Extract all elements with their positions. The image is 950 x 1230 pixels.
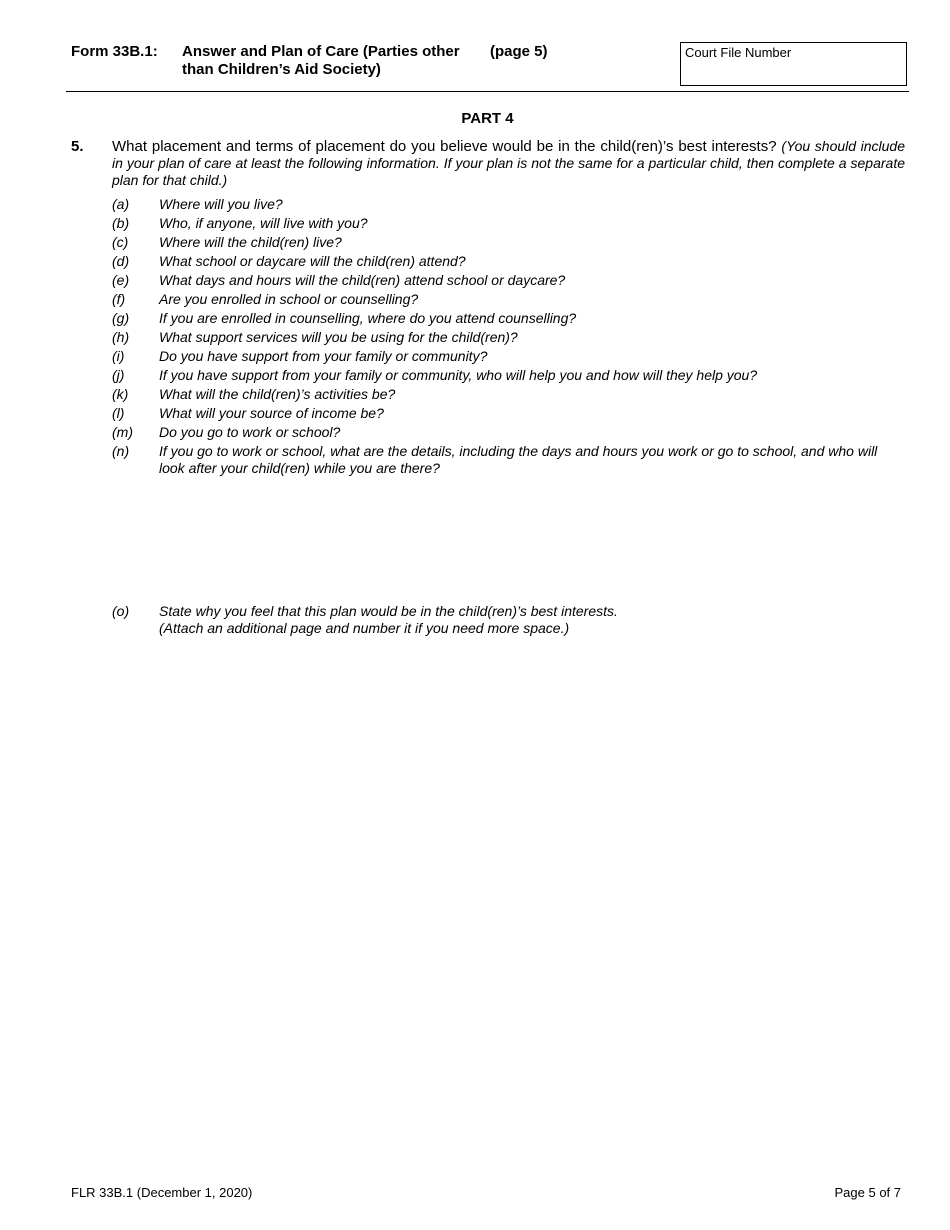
item-o-line1: State why you feel that this plan would be in the child(ren)’s best interests.	[159, 603, 618, 619]
item-text: What support services will you be using for the child(ren)?	[159, 329, 518, 345]
item-label: (f)	[112, 291, 126, 307]
item-label: (n)	[112, 443, 130, 459]
list-item	[112, 367, 902, 384]
list-item	[112, 348, 902, 365]
item-label: (m)	[112, 424, 133, 440]
item-text: What will your source of income be?	[159, 405, 384, 421]
item-list	[112, 196, 902, 479]
question-text	[112, 138, 905, 189]
list-item	[112, 215, 902, 232]
item-label: (a)	[112, 196, 130, 212]
item-o	[112, 603, 902, 639]
item-label: (h)	[112, 329, 130, 345]
item-label: (j)	[112, 367, 125, 383]
court-file-number-field[interactable]	[680, 42, 907, 86]
item-text: Are you enrolled in school or counselling?	[159, 291, 419, 307]
page-label: (page 5)	[490, 43, 548, 60]
item-label: (b)	[112, 215, 130, 231]
list-item	[112, 272, 902, 289]
item-text: Do you go to work or school?	[159, 424, 341, 440]
item-text	[159, 603, 902, 637]
question-main: What placement and terms of placement do you believe would be in the child(ren)’s best interests?	[112, 138, 777, 155]
item-label: (l)	[112, 405, 125, 421]
item-text: If you have support from your family or community, who will help you and how will they help you?	[159, 367, 758, 383]
item-text: If you are enrolled in counselling, where do you attend counselling?	[159, 310, 577, 326]
footer-form-id: FLR 33B.1 (December 1, 2020)	[71, 1185, 253, 1200]
list-item	[112, 234, 902, 251]
item-text: If you go to work or school, what are the details, including the days and hours you work or go to school, and who will look after your child(ren) while you are there?	[159, 443, 878, 476]
item-text: Do you have support from your family or community?	[159, 348, 488, 364]
list-item	[112, 386, 902, 403]
item-text: What school or daycare will the child(ren) attend?	[159, 253, 466, 269]
list-item	[112, 405, 902, 422]
item-label: (o)	[112, 603, 130, 619]
form-title	[182, 43, 482, 79]
footer-page-number: Page 5 of 7	[834, 1185, 901, 1200]
item-text: What days and hours will the child(ren) attend school or daycare?	[159, 272, 566, 288]
item-label: (k)	[112, 386, 129, 402]
item-text: Where will the child(ren) live?	[159, 234, 342, 250]
list-item	[112, 603, 902, 637]
item-text: Where will you live?	[159, 196, 283, 212]
court-file-number-label: Court File Number	[685, 45, 792, 60]
list-item	[112, 424, 902, 441]
question-number: 5.	[71, 138, 84, 155]
item-label: (i)	[112, 348, 125, 364]
item-label: (c)	[112, 234, 129, 250]
header-divider	[66, 91, 909, 92]
item-label: (e)	[112, 272, 130, 288]
list-item	[112, 329, 902, 346]
item-text: Who, if anyone, will live with you?	[159, 215, 368, 231]
form-number: Form 33B.1:	[71, 43, 158, 60]
item-label: (g)	[112, 310, 130, 326]
list-item	[112, 291, 902, 308]
list-item	[112, 310, 902, 327]
item-text: What will the child(ren)’s activities be?	[159, 386, 396, 402]
list-item	[112, 443, 902, 477]
list-item	[112, 253, 902, 270]
question-note: (You should include in your plan of care at least the following information. If your plan is not the same for a particular child, then complete a separate plan for that child.)	[112, 138, 905, 188]
form-title-line2: than Children’s Aid Society)	[182, 61, 381, 78]
form-title-line1: Answer and Plan of Care (Parties other	[182, 43, 460, 60]
list-item	[112, 196, 902, 213]
item-o-line2: (Attach an additional page and number it if you need more space.)	[159, 620, 570, 636]
item-label: (d)	[112, 253, 130, 269]
part-heading: PART 4	[461, 110, 514, 127]
